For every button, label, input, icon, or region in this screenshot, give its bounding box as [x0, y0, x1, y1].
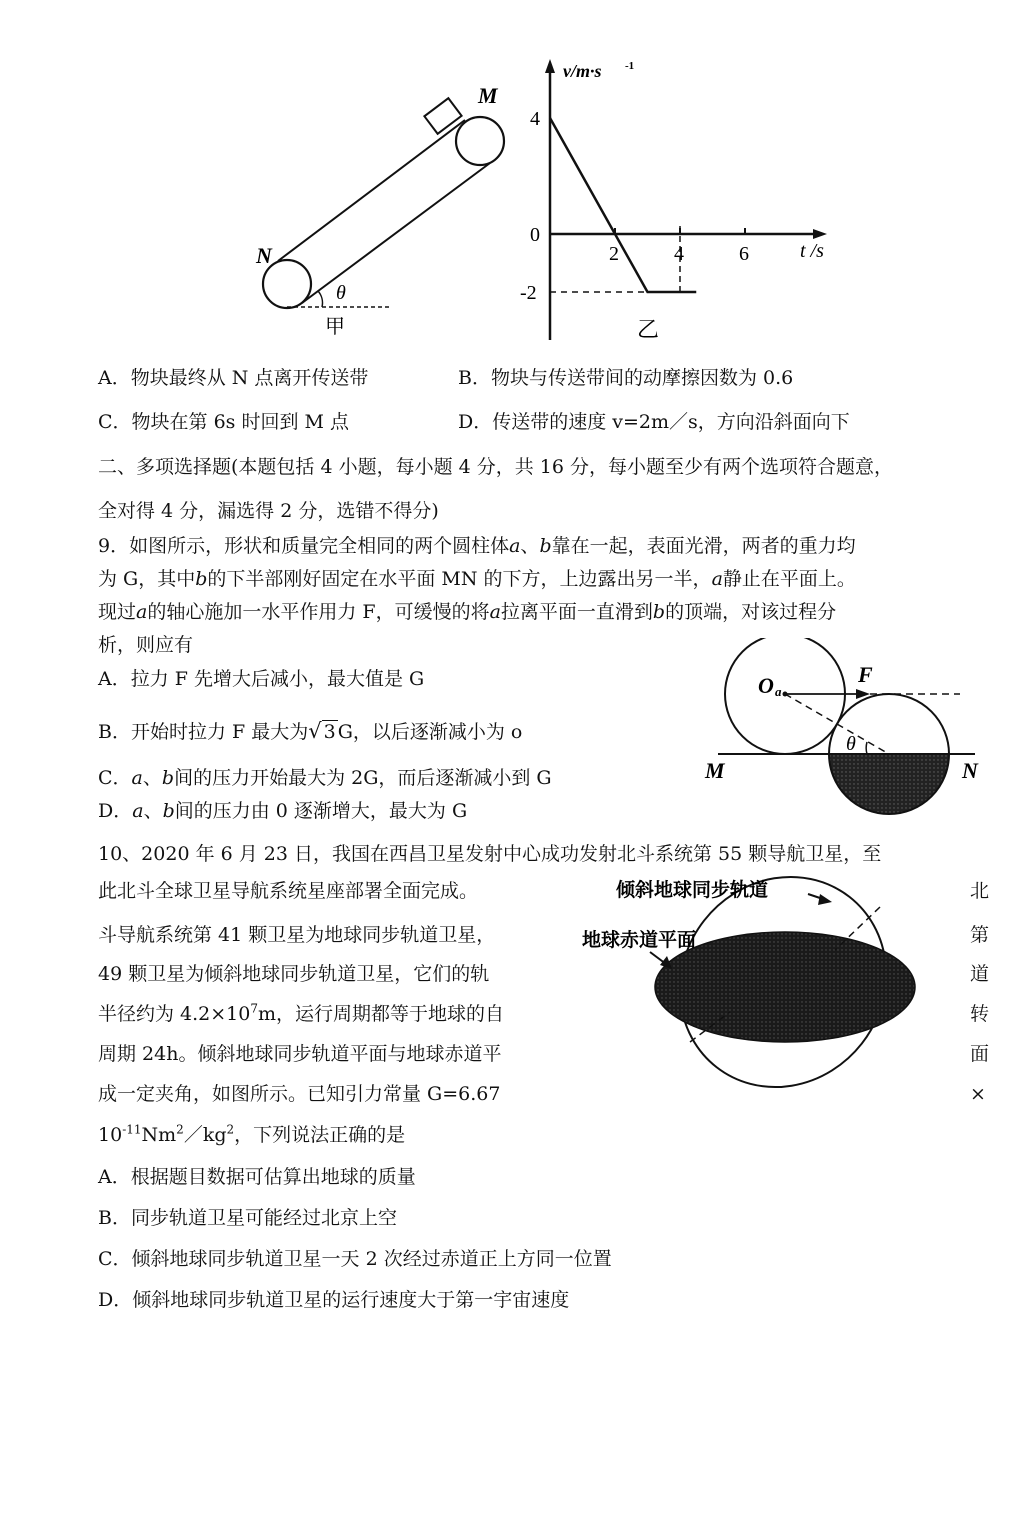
- y-axis-label-sup: -1: [625, 60, 635, 72]
- q9-option-c: C．a、b间的压力开始最大为 2G，而后逐渐减小到 G: [98, 767, 552, 789]
- q8-option-b: B．物块与传送带间的动摩擦因数为 0.6: [458, 367, 794, 389]
- q10-stem-line5: 半径约为 $4.2\times 10^7m$，运行周期都等于地球的自: [98, 1001, 505, 1025]
- q9-stem-line1: 9．如图所示，形状和质量完全相同的两个圆柱体a、b靠在一起，表面光滑，两者的重力均: [98, 535, 856, 557]
- q10-stem-line6: 周期 24h。倾斜地球同步轨道平面与地球赤道平: [98, 1043, 502, 1065]
- x-tick-label: 2: [609, 243, 619, 265]
- velocity-line: [550, 118, 696, 292]
- x-tick-label: 6: [739, 243, 749, 265]
- y-tick-label: -2: [520, 282, 537, 304]
- cylinders-figure: [700, 638, 990, 823]
- label-n: N: [256, 243, 272, 268]
- vt-chart: [515, 55, 845, 345]
- label-n-q9: N: [962, 758, 978, 783]
- orbit-figure: [580, 872, 950, 1097]
- q9-stem-line2: 为 G，其中b的下半部刚好固定在水平面 MN 的下方，上边露出另一半，a静止在平面上。: [98, 568, 856, 590]
- y-tick-label: 0: [530, 224, 540, 246]
- pulley-m: [456, 117, 504, 165]
- x-tick-label: 4: [674, 243, 684, 265]
- q8-option-c: C．物块在第 6s 时回到 M 点: [98, 411, 349, 433]
- section2-header: 二、多项选择题(本题包括 4 小题，每小题 4 分，共 16 分，每小题至少有两个选项符合题意，: [98, 456, 894, 478]
- y-axis-label: v/m·s: [563, 61, 602, 81]
- q10-stem-line3-end: 第: [970, 924, 990, 946]
- label-o-sub: a: [775, 684, 782, 699]
- q10-option-b: B．同步轨道卫星可能经过北京上空: [98, 1207, 397, 1229]
- section2-header-cont: 全对得 4 分，漏选得 2 分，选错不得分): [98, 500, 439, 522]
- q10-stem-line3: 斗导航系统第 41 颗卫星为地球同步轨道卫星，: [98, 924, 496, 946]
- equator-label: 地球赤道平面: [582, 930, 697, 951]
- x-axis-label: t /s: [800, 240, 824, 262]
- label-o: O: [758, 673, 774, 698]
- label-f: F: [858, 662, 873, 687]
- label-m: M: [478, 83, 498, 108]
- q10-stem-line5-end: 转: [970, 1003, 990, 1025]
- q9-stem-line3: 现过a的轴心施加一水平作用力 F，可缓慢的将a拉离平面一直滑到b的顶端，对该过程分: [98, 601, 837, 623]
- q10-option-d: D．倾斜地球同步轨道卫星的运行速度大于第一宇宙速度: [98, 1289, 570, 1311]
- label-theta: θ: [336, 282, 346, 304]
- label-m-q9: M: [705, 758, 725, 783]
- q9-option-a: A．拉力 F 先增大后减小，最大值是 G: [98, 668, 425, 690]
- q10-stem-line2: 此北斗全球卫星导航系统星座部署全面完成。: [98, 880, 479, 902]
- q10-stem-line7-end: ×: [970, 1083, 986, 1105]
- q10-stem-line8: $10^{-11}Nm^2/kg^2$，下列说法正确的是: [98, 1122, 406, 1146]
- q10-stem-line2-end: 北: [970, 880, 990, 902]
- q10-option-c: C．倾斜地球同步轨道卫星一天 2 次经过赤道正上方同一位置: [98, 1248, 612, 1270]
- label-theta-q9: θ: [846, 733, 856, 755]
- q10-stem-line1: 10、2020 年 6 月 23 日，我国在西昌卫星发射中心成功发射北斗系统第 55 颗导航卫星，至: [98, 843, 882, 865]
- q9-stem-line4: 析，则应有: [98, 634, 194, 656]
- q9-option-d: D．a、b间的压力由 0 逐渐增大，最大为 G: [98, 800, 468, 822]
- caption-yi: 乙: [637, 317, 660, 342]
- q10-stem-line6-end: 面: [970, 1043, 990, 1065]
- q9-option-b: B．开始时拉力 F 最大为√ 3 G，以后逐渐减小为 o: [98, 719, 523, 743]
- caption-jia: 甲: [325, 316, 345, 338]
- q10-stem-line7: 成一定夹角，如图所示。已知引力常量 G=6.67: [98, 1083, 501, 1105]
- q10-stem-line4-end: 道: [970, 963, 990, 985]
- q8-option-d: D．传送带的速度 v=2m／s，方向沿斜面向下: [458, 411, 850, 433]
- q8-option-a: A．物块最终从 N 点离开传送带: [98, 367, 369, 389]
- y-tick-label: 4: [530, 108, 540, 130]
- orbit-label: 倾斜地球同步轨道: [616, 880, 769, 901]
- q10-option-a: A．根据题目数据可估算出地球的质量: [98, 1166, 416, 1188]
- figure-jia: [240, 75, 520, 345]
- q10-stem-line4: 49 颗卫星为倾斜地球同步轨道卫星，它们的轨: [98, 963, 490, 985]
